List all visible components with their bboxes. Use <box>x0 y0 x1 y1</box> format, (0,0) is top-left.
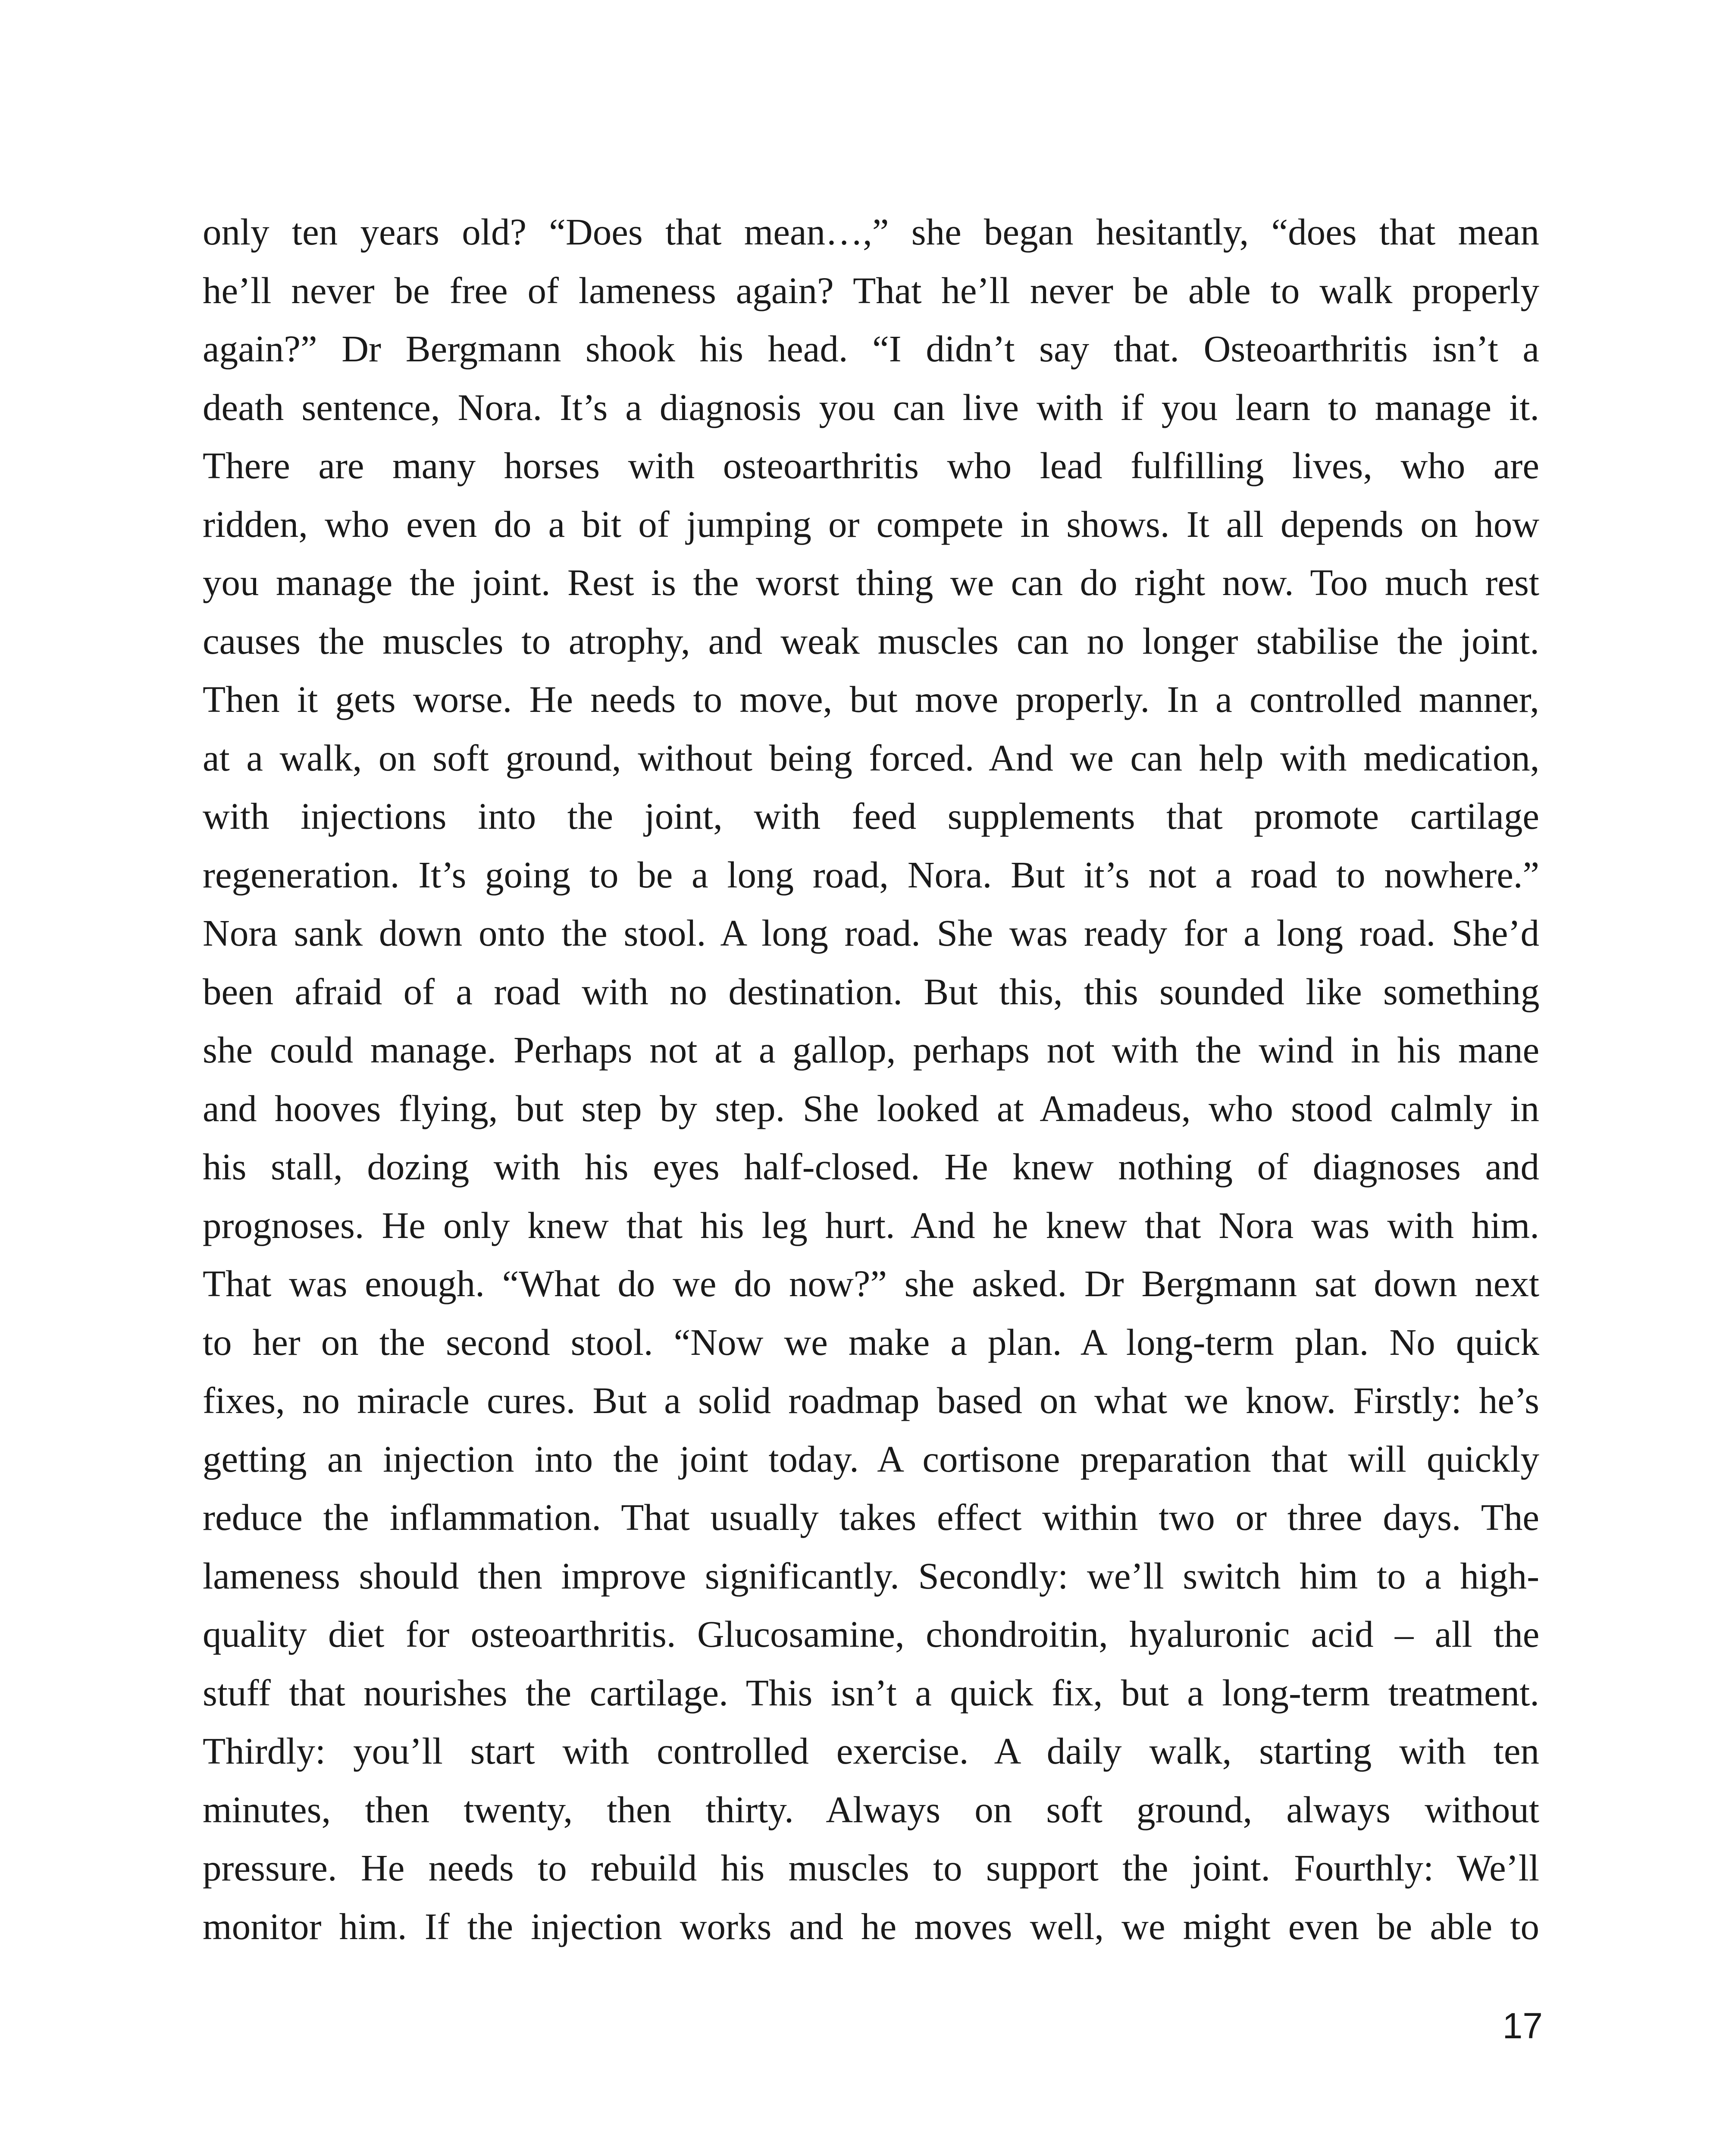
text-line: only ten years old? “Does that mean…,” she began hesitantly, “does that mean <box>203 211 1539 253</box>
text-line: at a walk, on soft ground, without being forced. And we can help with medication, <box>203 736 1539 779</box>
text-line: and hooves flying, but step by step. She looked at Amadeus, who stood calmly in <box>203 1087 1539 1129</box>
body-text <box>203 203 1539 1955</box>
text-line: minutes, then twenty, then thirty. Always on soft ground, always without <box>203 1788 1539 1830</box>
text-line: again?” Dr Bergmann shook his head. “I didn’t say that. Osteoarthritis isn’t a <box>203 328 1539 370</box>
text-line: been afraid of a road with no destination. But this, this sounded like something <box>203 970 1539 1012</box>
text-line: Nora sank down onto the stool. A long road. She was ready for a long road. She’d <box>203 912 1539 954</box>
text-line: prognoses. He only knew that his leg hurt. And he knew that Nora was with him. <box>203 1204 1539 1246</box>
text-line: There are many horses with osteoarthritis who lead fulfilling lives, who are <box>203 445 1539 486</box>
text-line: ridden, who even do a bit of jumping or compete in shows. It all depends on how <box>203 503 1539 545</box>
text-line: with injections into the joint, with feed supplements that promote cartilage <box>203 795 1539 837</box>
text-line: death sentence, Nora. It’s a diagnosis you can live with if you learn to manage it. <box>203 386 1539 428</box>
text-line: monitor him. If the injection works and he moves well, we might even be able to <box>203 1905 1539 1947</box>
text-line: his stall, dozing with his eyes half-closed. He knew nothing of diagnoses and <box>203 1146 1539 1188</box>
text-line: regeneration. It’s going to be a long road, Nora. But it’s not a road to nowhere.” <box>203 853 1539 896</box>
text-line: to her on the second stool. “Now we make a plan. A long-term plan. No quick <box>203 1321 1539 1363</box>
text-line: Then it gets worse. He needs to move, but move properly. In a controlled manner, <box>203 678 1539 720</box>
text-line: you manage the joint. Rest is the worst thing we can do right now. Too much rest <box>203 561 1539 603</box>
text-line: causes the muscles to atrophy, and weak muscles can no longer stabilise the joint. <box>203 620 1539 662</box>
text-line: getting an injection into the joint today. A cortisone preparation that will quickly <box>203 1438 1539 1480</box>
text-line: stuff that nourishes the cartilage. This isn’t a quick fix, but a long-term treatment. <box>203 1671 1539 1714</box>
page-number: 17 <box>1502 2006 1543 2046</box>
text-line: fixes, no miracle cures. But a solid roadmap based on what we know. Firstly: he’s <box>203 1379 1539 1421</box>
text-line: she could manage. Perhaps not at a gallop, perhaps not with the wind in his mane <box>203 1029 1539 1071</box>
text-line: quality diet for osteoarthritis. Glucosamine, chondroitin, hyaluronic acid – all the <box>203 1613 1539 1655</box>
text-line: he’ll never be free of lameness again? That he’ll never be able to walk properly <box>203 269 1539 311</box>
text-line: reduce the inflammation. That usually takes effect within two or three days. The <box>203 1496 1539 1538</box>
text-line: pressure. He needs to rebuild his muscles to support the joint. Fourthly: We’ll <box>203 1847 1539 1889</box>
text-line: Thirdly: you’ll start with controlled exercise. A daily walk, starting with ten <box>203 1730 1539 1772</box>
text-line: That was enough. “What do we do now?” she asked. Dr Bergmann sat down next <box>203 1263 1539 1304</box>
text-line: lameness should then improve significantly. Secondly: we’ll switch him to a high- <box>203 1554 1539 1597</box>
